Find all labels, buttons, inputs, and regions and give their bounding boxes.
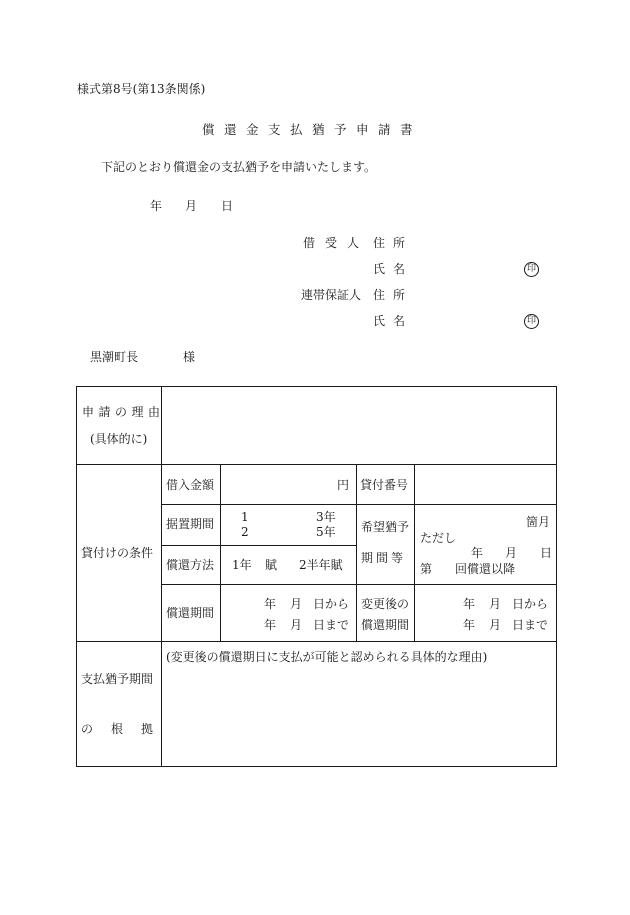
reason-label: 申請の理由 (82, 405, 165, 419)
date-year: 年 (150, 199, 163, 213)
deferral-date-month: 月 (505, 546, 518, 560)
repay-period-from-month: 月 (290, 597, 303, 611)
changed-period-until-month: 月 (489, 618, 502, 632)
deferral-date-year: 年 (471, 546, 484, 560)
changed-period-until-day: 日まで (512, 618, 549, 632)
table-border-left (76, 386, 77, 767)
repay-period-until-year: 年 (264, 618, 277, 632)
borrower-name-label: 氏名 (373, 262, 414, 276)
changed-period-from-day: 日から (512, 597, 549, 611)
deferral-label: 希望猶予 (361, 520, 410, 534)
borrower-address-label: 住所 (373, 236, 414, 250)
repay-method-label: 償還方法 (166, 558, 215, 572)
addressee-name: 黒潮町長 (90, 350, 139, 364)
changed-period-label: 変更後の (361, 597, 410, 611)
reason-sublabel: (具体的に) (90, 432, 148, 446)
basis-label: 支払猶予期間 (81, 672, 154, 686)
deferral-sublabel: 期間等 (361, 551, 407, 565)
basis-note: (変更後の償還期日に支払が可能と認められる具体的な理由) (166, 650, 488, 664)
grace-option-1-years: 3年 (316, 510, 336, 524)
repay-period-from-day: 日から (313, 597, 350, 611)
repay-option-1-suffix: 賦 (265, 558, 278, 572)
form-number: 様式第8号(第13条関係) (77, 82, 206, 96)
repay-option-2: 2半年賦 (299, 558, 343, 572)
grace-option-2-years: 5年 (316, 525, 336, 539)
table-row-line (161, 545, 356, 546)
deferral-months-unit: 箇月 (526, 515, 551, 529)
intro-text: 下記のとおり償還金の支払猶予を申請いたします。 (101, 160, 377, 174)
borrower-label: 借受人 (303, 236, 370, 250)
deferral-from: 第 (420, 562, 433, 576)
table-border-bottom (76, 766, 557, 767)
document-title: 償還金支払猶予申請書 (202, 122, 423, 137)
changed-period-from-year: 年 (463, 597, 476, 611)
table-row-line (76, 464, 557, 465)
date-day: 日 (221, 199, 234, 213)
table-border-right (556, 386, 557, 767)
conditions-label: 貸付けの条件 (81, 546, 154, 560)
table-divider-main (161, 386, 162, 767)
table-col-line (220, 464, 221, 641)
changed-period-sublabel: 償還期間 (361, 618, 410, 632)
guarantor-name-label: 氏名 (373, 314, 414, 328)
guarantor-seal-icon: 印 (524, 314, 539, 329)
changed-period-from-month: 月 (489, 597, 502, 611)
deferral-date-day: 日 (540, 546, 553, 560)
changed-period-until-year: 年 (463, 618, 476, 632)
basis-sublabel-text: の根拠 (81, 722, 172, 736)
deferral-tadashi: ただし (420, 531, 457, 545)
loan-amount-unit: 円 (337, 478, 350, 492)
loan-number-label: 貸付番号 (360, 478, 409, 492)
table-row-line (76, 641, 557, 642)
repay-period-until-month: 月 (290, 618, 303, 632)
table-col-line (356, 464, 357, 641)
deferral-installment: 回償還以降 (455, 562, 516, 576)
borrower-seal-icon: 印 (524, 262, 539, 277)
repay-option-1: 1年 (232, 558, 252, 572)
grace-option-2-number: 2 (241, 525, 249, 539)
grace-option-1-number: 1 (241, 510, 249, 524)
table-col-line (414, 464, 415, 641)
basis-sublabel (81, 722, 172, 736)
table-border-top (76, 386, 557, 387)
guarantor-address-label: 住所 (373, 288, 414, 302)
repay-period-until-day: 日まで (313, 618, 350, 632)
repay-period-from-year: 年 (264, 597, 277, 611)
grace-period-label: 据置期間 (166, 517, 215, 531)
reason-input[interactable] (163, 388, 555, 463)
guarantor-label: 連帯保証人 (301, 288, 362, 302)
date-month: 月 (185, 199, 198, 213)
repay-period-label: 償還期間 (166, 606, 215, 620)
addressee-honorific: 様 (183, 350, 196, 364)
loan-amount-label: 借入金額 (166, 478, 215, 492)
